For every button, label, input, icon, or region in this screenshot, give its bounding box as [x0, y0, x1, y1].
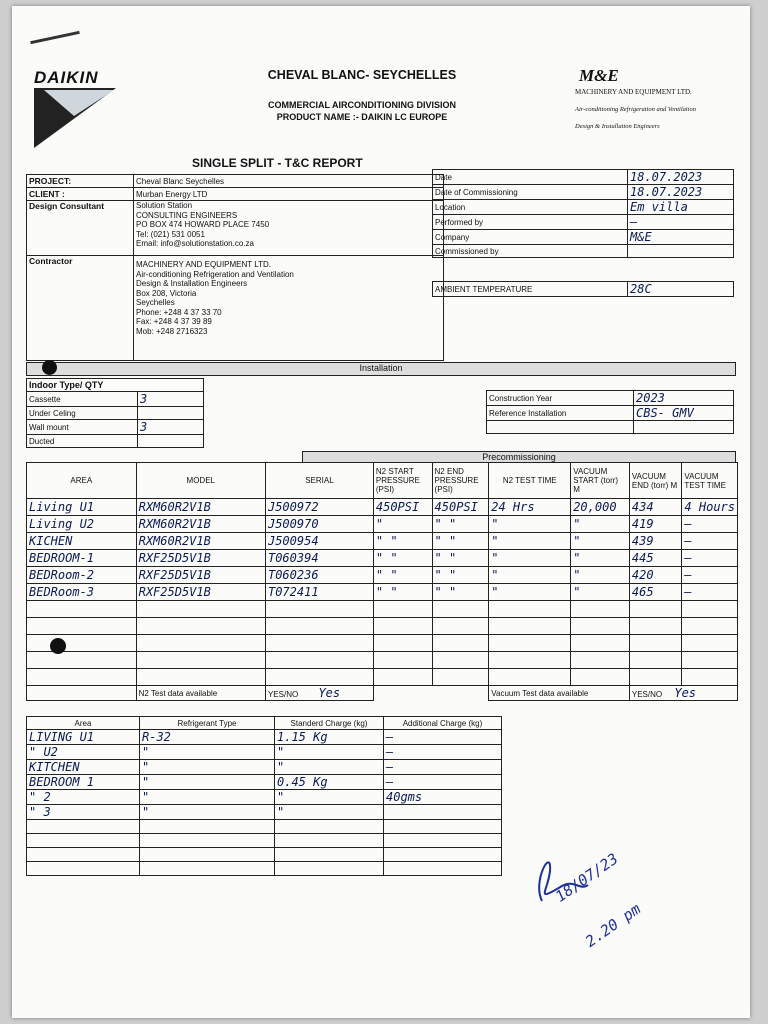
precommissioning-row — [27, 499, 738, 516]
precommissioning-row-cell — [27, 635, 137, 652]
punch-hole-1 — [42, 360, 57, 375]
precommissioning-row-cell: 465 — [629, 584, 682, 601]
precommissioning-row-cell — [682, 652, 738, 669]
precommissioning-row-cell: 445 — [629, 550, 682, 567]
refrigerant-row — [27, 805, 502, 820]
precommissioning-row-cell — [27, 601, 137, 618]
precommissioning-row-cell: J500972 — [265, 499, 373, 516]
precommissioning-row-cell: " — [489, 516, 571, 533]
precommissioning-row-cell: — — [682, 567, 738, 584]
refrigerant-row — [27, 760, 502, 775]
precommissioning-row-cell: 450PSI — [373, 499, 432, 516]
precommissioning-row-cell: 434 — [629, 499, 682, 516]
precommissioning-row-cell — [373, 635, 432, 652]
precommissioning-table: AREA MODEL SERIAL N2 START PRESSURE (PSI) N2 END PRESSURE (PSI) N2 TEST TIME VACUUM START (torr) M VACUUM END (torr) M VACUUM TEST TIME Living U1 RXM60R2V1B J500972 450PSI 450PSI 24 Hrs 20,000 434 4 Hours Living U2 RXM60R2V1B J500970 " " " " " 419 — KICHEN RXM60R2V1B J500954 " " " " " " 439 — BEDROOM-1 RXF25D5V1B T060394 " " " " " " 445 — BEDRoom-2 RXF25D5V1B T060236 " " " " " " 420 — BEDRoom-3 RXF25D5V1B T072411 " " " " " " 465 — N2 Test data available YES/NO Yes Vacuum Test data available YES/NO Yes — [26, 462, 738, 701]
refrigerant-row-cell — [275, 862, 384, 876]
precommissioning-row-cell — [571, 601, 630, 618]
refrigerant-row-cell — [140, 862, 275, 876]
precommissioning-row-cell — [136, 601, 265, 618]
precommissioning-row-cell: RXF25D5V1B — [136, 584, 265, 601]
company-title: CHEVAL BLANC- SEYCHELLES — [267, 68, 457, 82]
refrigerant-row-cell: 1.15 Kg — [275, 730, 384, 745]
precommissioning-row-cell: RXF25D5V1B — [136, 567, 265, 584]
precommissioning-row-cell — [432, 669, 489, 686]
precommissioning-row-cell — [265, 669, 373, 686]
precommissioning-row-cell — [571, 652, 630, 669]
precommissioning-row-cell: T072411 — [265, 584, 373, 601]
precommissioning-row-cell — [682, 669, 738, 686]
refrigerant-row-cell: R-32 — [140, 730, 275, 745]
precommissioning-row-cell — [265, 601, 373, 618]
refrigerant-row-cell — [140, 820, 275, 834]
precommissioning-row-cell: 439 — [629, 533, 682, 550]
precommissioning-row-cell: RXM60R2V1B — [136, 499, 265, 516]
precommissioning-row-cell: T060394 — [265, 550, 373, 567]
refrigerant-row-cell — [384, 862, 502, 876]
refrigerant-row-cell: " — [275, 790, 384, 805]
me-logo: M&E — [579, 66, 619, 85]
precommissioning-row-cell: BEDRoom-3 — [27, 584, 137, 601]
precommissioning-row-cell: " — [489, 584, 571, 601]
refrigerant-row-cell: — — [384, 760, 502, 775]
ambient-table: AMBIENT TEMPERATURE 28C — [432, 281, 734, 297]
precommissioning-row-cell — [682, 601, 738, 618]
precommissioning-row — [27, 533, 738, 550]
precommissioning-row-cell — [571, 618, 630, 635]
refrigerant-row-cell — [27, 834, 140, 848]
refrigerant-row — [27, 730, 502, 745]
precommissioning-row-cell — [682, 635, 738, 652]
precommissioning-row-cell: BEDRoom-2 — [27, 567, 137, 584]
daikin-triangle-icon — [34, 88, 116, 148]
precommissioning-row-cell: " — [571, 550, 630, 567]
precommissioning-row-cell: " " — [432, 533, 489, 550]
refrigerant-row-cell — [275, 848, 384, 862]
refrigerant-row-cell: " — [140, 805, 275, 820]
refrigerant-row-cell: " U2 — [27, 745, 140, 760]
precommissioning-row-cell: " " — [373, 584, 432, 601]
precommissioning-row — [27, 516, 738, 533]
punch-hole-2 — [50, 638, 66, 654]
precommissioning-row-cell: — — [682, 584, 738, 601]
precommissioning-row-cell: " — [373, 516, 432, 533]
precommissioning-row-cell — [265, 652, 373, 669]
precommissioning-row-cell: " " — [432, 567, 489, 584]
precommissioning-row-cell: 20,000 — [571, 499, 630, 516]
refrigerant-row-cell: " — [140, 775, 275, 790]
signature-time: 2.20 pm — [582, 899, 645, 951]
precommissioning-row-cell: J500970 — [265, 516, 373, 533]
precommissioning-row-cell: RXM60R2V1B — [136, 533, 265, 550]
precommissioning-row-cell: — — [682, 550, 738, 567]
precommissioning-row-cell: J500954 — [265, 533, 373, 550]
precommissioning-row-cell — [432, 635, 489, 652]
precommissioning-row — [27, 550, 738, 567]
precommissioning-row-cell: RXF25D5V1B — [136, 550, 265, 567]
precommissioning-row-cell — [265, 618, 373, 635]
precommissioning-row-cell: " " — [373, 567, 432, 584]
refrigerant-row-cell: " 3 — [27, 805, 140, 820]
refrigerant-table: Area Refrigerant Type Standerd Charge (kg) Additional Charge (kg) LIVING U1 R-32 1.15 Kg — " U2 " " — KITCHEN " " — BEDROOM 1 " 0.45 Kg — " 2 " " 40gms " 3 " " — [26, 716, 502, 876]
precommissioning-row — [27, 669, 738, 686]
precommissioning-row-cell — [373, 618, 432, 635]
refrigerant-row-cell: BEDROOM 1 — [27, 775, 140, 790]
pen-mark — [30, 31, 80, 44]
refrigerant-row-cell: 40gms — [384, 790, 502, 805]
refrigerant-row — [27, 775, 502, 790]
precommissioning-row-cell — [629, 669, 682, 686]
precommissioning-row-cell: Living U1 — [27, 499, 137, 516]
precommissioning-row-cell: 24 Hrs — [489, 499, 571, 516]
refrigerant-row-cell: 0.45 Kg — [275, 775, 384, 790]
precommissioning-row-cell — [136, 669, 265, 686]
commissioning-table: Date 18.07.2023 Date of Commissioning 18.07.2023 Location Em villa Performed by — Company M&E Commissioned by — [432, 169, 734, 258]
refrigerant-row — [27, 820, 502, 834]
refrigerant-row — [27, 848, 502, 862]
precommissioning-row-cell — [432, 601, 489, 618]
precommissioning-row-cell: — — [682, 516, 738, 533]
precommissioning-row-cell — [629, 618, 682, 635]
me-company: MACHINERY AND EQUIPMENT LTD. — [575, 88, 692, 96]
report-sheet — [12, 6, 750, 1018]
precommissioning-row-cell: RXM60R2V1B — [136, 516, 265, 533]
precommissioning-row-cell: Living U2 — [27, 516, 137, 533]
precommissioning-row-cell: 420 — [629, 567, 682, 584]
refrigerant-row-cell: " — [140, 745, 275, 760]
precommissioning-row-cell — [629, 652, 682, 669]
refrigerant-row-cell: LIVING U1 — [27, 730, 140, 745]
refrigerant-row-cell — [384, 805, 502, 820]
precommissioning-row-cell — [629, 601, 682, 618]
precommissioning-row-cell — [136, 652, 265, 669]
refrigerant-row — [27, 834, 502, 848]
precommissioning-row-cell — [136, 618, 265, 635]
refrigerant-row-cell: " — [140, 760, 275, 775]
refrigerant-row-cell: " — [275, 805, 384, 820]
precommissioning-row-cell — [27, 669, 137, 686]
precommissioning-row-cell: " " — [373, 550, 432, 567]
precommissioning-row-cell: " — [571, 567, 630, 584]
precommissioning-row-cell — [27, 618, 137, 635]
precommissioning-row — [27, 584, 738, 601]
precommissioning-row-cell — [27, 652, 137, 669]
installation-bar: Installation — [26, 362, 736, 376]
refrigerant-row-cell: " — [275, 760, 384, 775]
me-line1: Air-conditioning Refrigeration and Ventilation — [575, 106, 697, 113]
refrigerant-row-cell: " — [275, 745, 384, 760]
precommissioning-row — [27, 601, 738, 618]
precommissioning-row-cell: " " — [432, 516, 489, 533]
precommissioning-row-cell: " — [571, 584, 630, 601]
precommissioning-row-cell: KICHEN — [27, 533, 137, 550]
indoor-type-table: Indoor Type/ QTY Cassette 3 Under Celing Wall mount 3 Ducted — [26, 378, 204, 448]
precommissioning-row-cell — [489, 669, 571, 686]
division: COMMERCIAL AIRCONDITIONING DIVISION — [267, 100, 456, 110]
refrigerant-row-cell — [384, 848, 502, 862]
refrigerant-row-cell: — — [384, 730, 502, 745]
refrigerant-row — [27, 862, 502, 876]
precommissioning-row-cell — [432, 618, 489, 635]
precommissioning-row-cell — [682, 618, 738, 635]
refrigerant-row-cell — [27, 820, 140, 834]
precommissioning-row — [27, 635, 738, 652]
precommissioning-row-cell — [571, 635, 630, 652]
refrigerant-row-cell: " — [140, 790, 275, 805]
precommissioning-row-cell: 450PSI — [432, 499, 489, 516]
precommissioning-row-cell: " — [489, 567, 571, 584]
refrigerant-row-cell — [27, 848, 140, 862]
report-title: SINGLE SPLIT - T&C REPORT — [192, 156, 363, 170]
signature — [522, 841, 662, 961]
precommissioning-row-cell: BEDROOM-1 — [27, 550, 137, 567]
refrigerant-row-cell — [384, 820, 502, 834]
precommissioning-row-cell: " " — [373, 533, 432, 550]
precommissioning-row-cell — [629, 635, 682, 652]
precommissioning-row-cell — [489, 635, 571, 652]
precommissioning-row-cell — [489, 618, 571, 635]
precommissioning-row-cell: " " — [432, 550, 489, 567]
precommissioning-row-cell — [489, 601, 571, 618]
precommissioning-row-cell — [373, 601, 432, 618]
precommissioning-row — [27, 618, 738, 635]
refrigerant-row — [27, 745, 502, 760]
precommissioning-bar: Precommissioning — [302, 451, 736, 463]
precommissioning-row-cell — [432, 652, 489, 669]
precommissioning-row-cell: 419 — [629, 516, 682, 533]
refrigerant-row-cell — [275, 820, 384, 834]
precommissioning-row-cell: " — [489, 550, 571, 567]
precommissioning-row-cell: 4 Hours — [682, 499, 738, 516]
refrigerant-row-cell — [27, 862, 140, 876]
construction-table: Construction Year 2023 Reference Installation CBS- GMV — [486, 390, 734, 434]
precommissioning-row-cell: " — [571, 533, 630, 550]
refrigerant-row-cell: KITCHEN — [27, 760, 140, 775]
precommissioning-row-cell — [265, 635, 373, 652]
signature-date: 18/07/23 — [552, 849, 622, 906]
product-name: PRODUCT NAME :- DAIKIN LC EUROPE — [276, 112, 448, 122]
project-info-table: PROJECT: Cheval Blanc Seychelles CLIENT : Murban Energy LTD Design Consultant Solution Station CONSULTING ENGINEERS PO BOX 474 HOWARD PLACE 7450 Tel: (021) 531 0051 Email: info@solutionstation.co.za Contractor MACHINERY AND EQUIPMENT LTD. Air-conditioning Refrigeration and Ventilation Design & Installation Engineers Box 208, Victoria Seychelles Phone: +248 4 37 33 70 Fax: +248 4 37 39 89 Mob: +248 2716323 — [26, 174, 444, 361]
refrigerant-row-cell — [275, 834, 384, 848]
me-line2: Design & Installation Engineers — [575, 123, 660, 130]
precommissioning-row-cell — [373, 652, 432, 669]
daikin-logo-text: DAIKIN — [34, 68, 99, 87]
refrigerant-row-cell: — — [384, 775, 502, 790]
refrigerant-row-cell — [140, 834, 275, 848]
daikin-logo — [34, 68, 116, 148]
precommissioning-row — [27, 567, 738, 584]
precommissioning-row-cell — [136, 635, 265, 652]
precommissioning-row-cell — [489, 652, 571, 669]
refrigerant-row-cell — [384, 834, 502, 848]
refrigerant-row-cell — [140, 848, 275, 862]
precommissioning-row-cell: T060236 — [265, 567, 373, 584]
precommissioning-row-cell: — — [682, 533, 738, 550]
precommissioning-row-cell — [373, 669, 432, 686]
precommissioning-row-cell: " — [571, 516, 630, 533]
precommissioning-row-cell — [571, 669, 630, 686]
refrigerant-row-cell: " 2 — [27, 790, 140, 805]
precommissioning-row-cell: " " — [432, 584, 489, 601]
precommissioning-row — [27, 652, 738, 669]
refrigerant-row — [27, 790, 502, 805]
refrigerant-row-cell: — — [384, 745, 502, 760]
precommissioning-row-cell: " — [489, 533, 571, 550]
